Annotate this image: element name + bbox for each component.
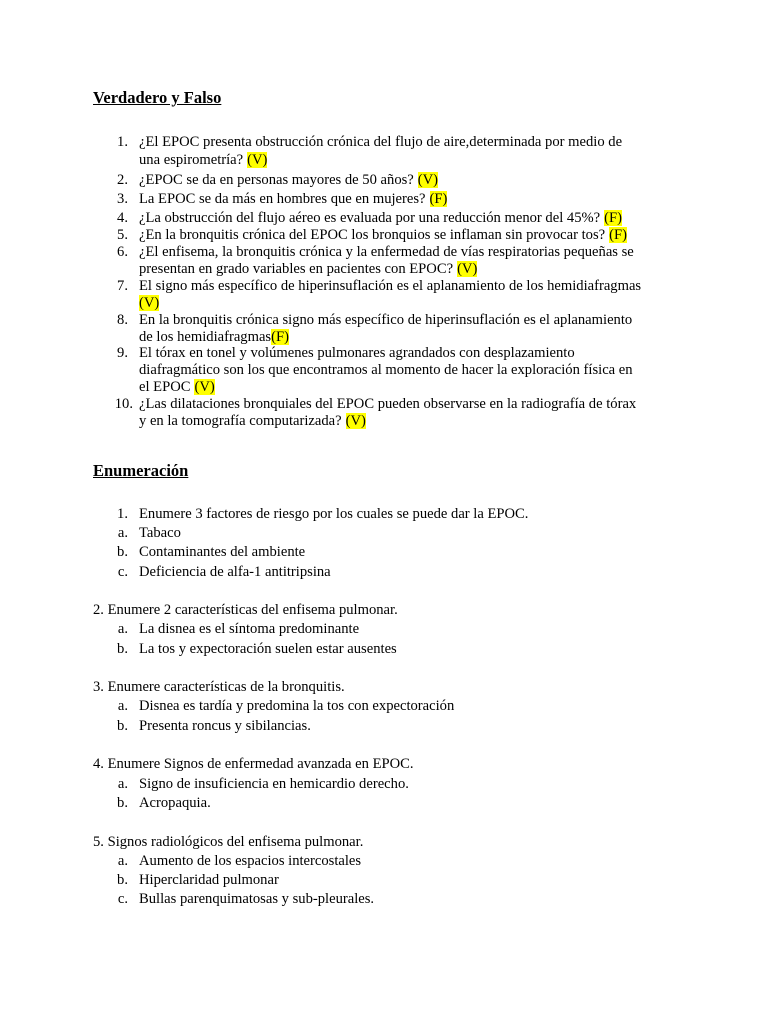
item-text-cont [139, 190, 447, 208]
item-text-cont [139, 294, 159, 312]
item-number: 1. [117, 134, 128, 150]
item-number: 9. [117, 345, 128, 361]
answer-text: La disnea es el síntoma predominante [139, 621, 360, 637]
item-text: de los hemidiafragmas [139, 329, 272, 345]
item-number: 10. [114, 396, 133, 412]
item-text: diafragmático son los que encontramos al momento de hacer la exploración física en [139, 362, 633, 378]
item-text: ¿El enfisema, la bronquitis crónica y la enfermedad de vías respiratorias pequeñas se [139, 244, 634, 260]
answer-badge: (F) [609, 227, 627, 243]
question-text: 5. Signos radiológicos del enfisema pulmonar. [93, 834, 364, 850]
answer-letter: a. [117, 698, 128, 714]
answer-text: Signo de insuficiencia en hemicardio derecho. [139, 776, 409, 792]
answer-letter: b. [117, 641, 128, 657]
answer-badge: (V) [457, 261, 478, 277]
answer-text: Deficiencia de alfa-1 antitripsina [139, 564, 331, 580]
item-text-cont [139, 209, 622, 227]
item-number: 8. [117, 312, 128, 328]
answer-text: Hiperclaridad pulmonar [139, 872, 279, 888]
item-text: ¿EPOC se da en personas mayores de 50 años? [139, 172, 414, 188]
question-text: 3. Enumere características de la bronquitis. [93, 679, 345, 695]
answer-letter: b. [117, 544, 128, 560]
answer-badge: (F) [604, 210, 622, 226]
answer-text: Tabaco [139, 525, 181, 541]
section-title-enumeracion: Enumeración [93, 461, 189, 480]
answer-text: La tos y expectoración suelen estar ausentes [139, 641, 397, 657]
answer-badge: (V) [247, 152, 268, 168]
answer-letter: a. [117, 853, 128, 869]
answer-letter: a. [117, 525, 128, 541]
item-text: ¿El EPOC presenta obstrucción crónica del flujo de aire,determinada por medio de [139, 134, 623, 150]
answer-badge: (F) [271, 329, 289, 345]
item-number: 2. [117, 172, 128, 188]
item-text: ¿En la bronquitis crónica del EPOC los bronquios se inflaman sin provocar tos? [139, 227, 606, 243]
answer-badge: (V) [139, 295, 160, 311]
item-text: ¿La obstrucción del flujo aéreo es evaluada por una reducción menor del 45%? [139, 210, 601, 226]
answer-letter: c. [117, 891, 128, 907]
answer-letter: b. [117, 718, 128, 734]
answer-text: Contaminantes del ambiente [139, 544, 306, 560]
item-text: El signo más específico de hiperinsuflación es el aplanamiento de los hemidiafragmas [139, 278, 642, 294]
answer-badge: (V) [345, 413, 366, 429]
answer-text: Disnea es tardía y predomina la tos con expectoración [139, 698, 455, 714]
answer-badge: (V) [194, 379, 215, 395]
question-text: 4. Enumere Signos de enfermedad avanzada en EPOC. [93, 756, 414, 772]
answer-text: Presenta roncus y sibilancias. [139, 718, 311, 734]
item-text-cont [139, 412, 366, 430]
item-text-cont [139, 260, 477, 278]
item-number: 7. [117, 278, 128, 294]
item-text: y en la tomografía computarizada? [139, 413, 342, 429]
item-text: una espirometría? [139, 152, 244, 168]
question-text: 2. Enumere 2 características del enfisema pulmonar. [93, 602, 398, 618]
item-text: ¿Las dilataciones bronquiales del EPOC pueden observarse en la radiografía de tórax [139, 396, 637, 412]
answer-text: Acropaquia. [139, 795, 211, 811]
item-text: En la bronquitis crónica signo más específico de hiperinsuflación es el aplanamiento [139, 312, 633, 328]
item-text-cont [139, 151, 267, 169]
section-title-verdadero-falso: Verdadero y Falso [93, 88, 222, 107]
item-number: 5. [117, 227, 128, 243]
answer-letter: b. [117, 872, 128, 888]
item-text: presentan en grado variables en pacientes con EPOC? [139, 261, 454, 277]
item-text: El tórax en tonel y volúmenes pulmonares agrandados con desplazamiento [139, 345, 575, 361]
question-text: Enumere 3 factores de riesgo por los cuales se puede dar la EPOC. [139, 506, 529, 522]
answer-badge: (V) [417, 172, 439, 188]
answer-badge: (F) [429, 191, 448, 207]
answer-letter: a. [117, 776, 128, 792]
answer-letter: a. [117, 621, 128, 637]
item-text: La EPOC se da más en hombres que en mujeres? [139, 191, 426, 207]
item-text-cont [139, 226, 627, 244]
answer-text: Aumento de los espacios intercostales [139, 853, 362, 869]
item-number: 4. [117, 210, 128, 226]
item-text: el EPOC [139, 379, 191, 395]
answer-letter: b. [117, 795, 128, 811]
item-text-cont [139, 378, 215, 396]
item-number: 6. [117, 244, 128, 260]
item-text-cont [139, 171, 438, 189]
answer-letter: c. [117, 564, 128, 580]
answer-text: Bullas parenquimatosas y sub-pleurales. [139, 891, 375, 907]
question-number: 1. [117, 506, 128, 522]
item-number: 3. [117, 191, 128, 207]
